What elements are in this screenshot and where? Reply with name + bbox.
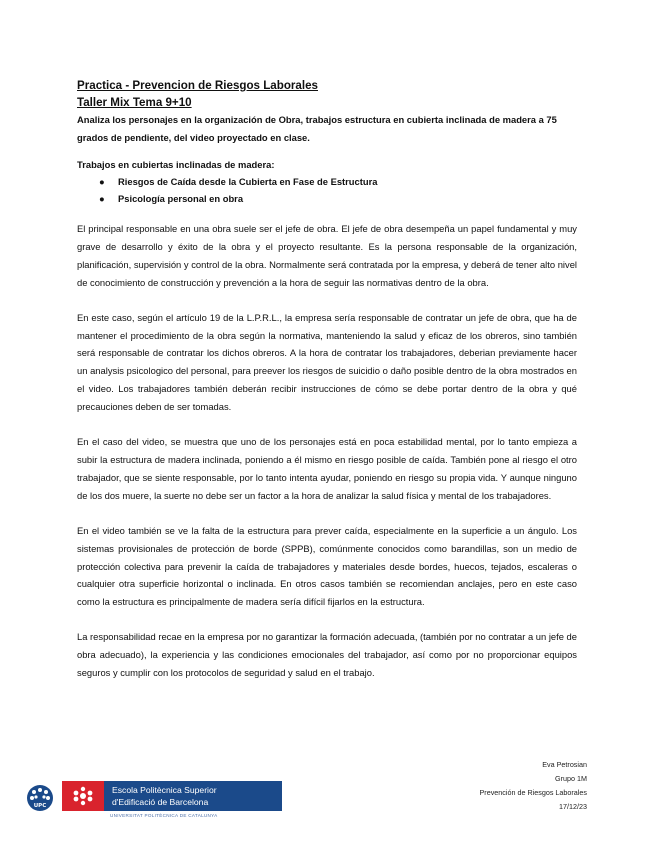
course-name: Prevención de Riesgos Laborales <box>479 788 587 797</box>
epseb-line-2: d'Edificació de Barcelona <box>112 797 209 807</box>
paragraph: En este caso, según el artículo 19 de la L.P.R.L., la empresa sería responsable de contratar un jefe de obra, que ha de mantener el procedimiento de la obra según la normativa, manteniendo la salud y eficaz de los obreros, sino también será responsable de contratar los dichos obreros. A la hora de contratar los trabajadores, deberian previamente hacer un analysis psicologico del personal, para preever los riesgos de suicidio o daño posible dentro de la obra mostrados en el video. Los trabajadores también deberán recibir instrucciones de cómo se debe portar dentro de la obra y qué precauciones deben de ser tomadas. <box>77 311 577 413</box>
paragraph: En el caso del video, se muestra que uno de los personajes está en poca estabilidad mental, por lo tanto empieza a subir la estructura de madera inclinada, poniendo a él mismo en riesgo posible de caída. También pone al riesgo el otro trabajador, que se siente responsable, por lo tanto intenta ayudar, poniendo en riesgo su propia vida. Y aunque ninguno de los dos muere, la suerte no debe ser un factor a la hora de analizar la salud física y mental de los trabajadores. <box>77 436 577 501</box>
author-group: Grupo 1M <box>555 774 587 783</box>
document-date: 17/12/23 <box>559 802 587 811</box>
signature-block <box>480 758 587 814</box>
list-item <box>77 190 577 207</box>
document-body <box>77 77 577 699</box>
epseb-logo <box>62 781 282 811</box>
document-title: Practica - Prevencion de Riesgos Laborales <box>77 79 318 92</box>
upc-label: UPC <box>33 803 47 809</box>
epseb-emblem <box>62 781 104 811</box>
paragraph: La responsabilidad recae en la empresa por no garantizar la formación adecuada, (también por no contratar a un jefe de obra adecuado), la experiencia y las condiciones emocionales del trabajador, así como por no proporcionar equipos seguros y cumplir con los protocolos de seguridad y salud en el trabajo. <box>77 631 577 679</box>
bullet-icon: ● <box>99 176 105 187</box>
bullet-list <box>77 173 577 207</box>
list-item <box>77 173 577 190</box>
list-item-text: Psicología personal en obra <box>118 193 244 204</box>
list-item-text: Riesgos de Caída desde la Cubierta en Fase de Estructura <box>118 176 378 187</box>
paragraph: En el video también se ve la falta de la estructura para prever caída, especialmente en la superficie a un ángulo. Los sistemas provisionales de protección de borde (SPPB), comúnmente conocidos como barandillas, son un medio de protección colectiva para prevenir la caída de trabajadores y materiales desde bordes, huecos, tejados, escaleras o cualquier otra superficie horizontal o inclinada. En otros casos también se recomiendan anclajes, pero en este caso como la estructura es principalmente de madera sería difícil fijarlos en la estructura. <box>77 524 577 608</box>
epseb-name <box>112 784 217 808</box>
footer-logos <box>26 779 326 819</box>
intro-text: Analiza los personajes en la organización de Obra, trabajos estructura en cubierta inclinada de madera a 75 grados de pendiente, del video proyectado en clase. <box>77 114 557 143</box>
upc-logo-icon <box>26 784 54 812</box>
author-name: Eva Petrosian <box>542 760 587 769</box>
epseb-emblem-icon <box>62 781 104 811</box>
paragraph: El principal responsable en una obra suele ser el jefe de obra. El jefe de obra desempeña un papel fundamental y muy grave de desarrollo y éxito de la obra y el proyecto resultante. Es la persona responsable de la organización, planificación, supervisión y control de la obra. Normalmente será contratada por la empresa, y deberá de tener alto nivel de conocimiento de construcción y prevención a la hora de seguir las normativas dentro de la obra. <box>77 223 577 288</box>
document-subtitle: Taller Mix Tema 9+10 <box>77 96 192 109</box>
epseb-line-1: Escola Politècnica Superior <box>112 785 217 795</box>
university-subtitle: UNIVERSITAT POLITÈCNICA DE CATALUNYA <box>110 813 218 818</box>
bullet-icon: ● <box>99 193 105 204</box>
list-heading: Trabajos en cubiertas inclinadas de madera: <box>77 159 275 170</box>
